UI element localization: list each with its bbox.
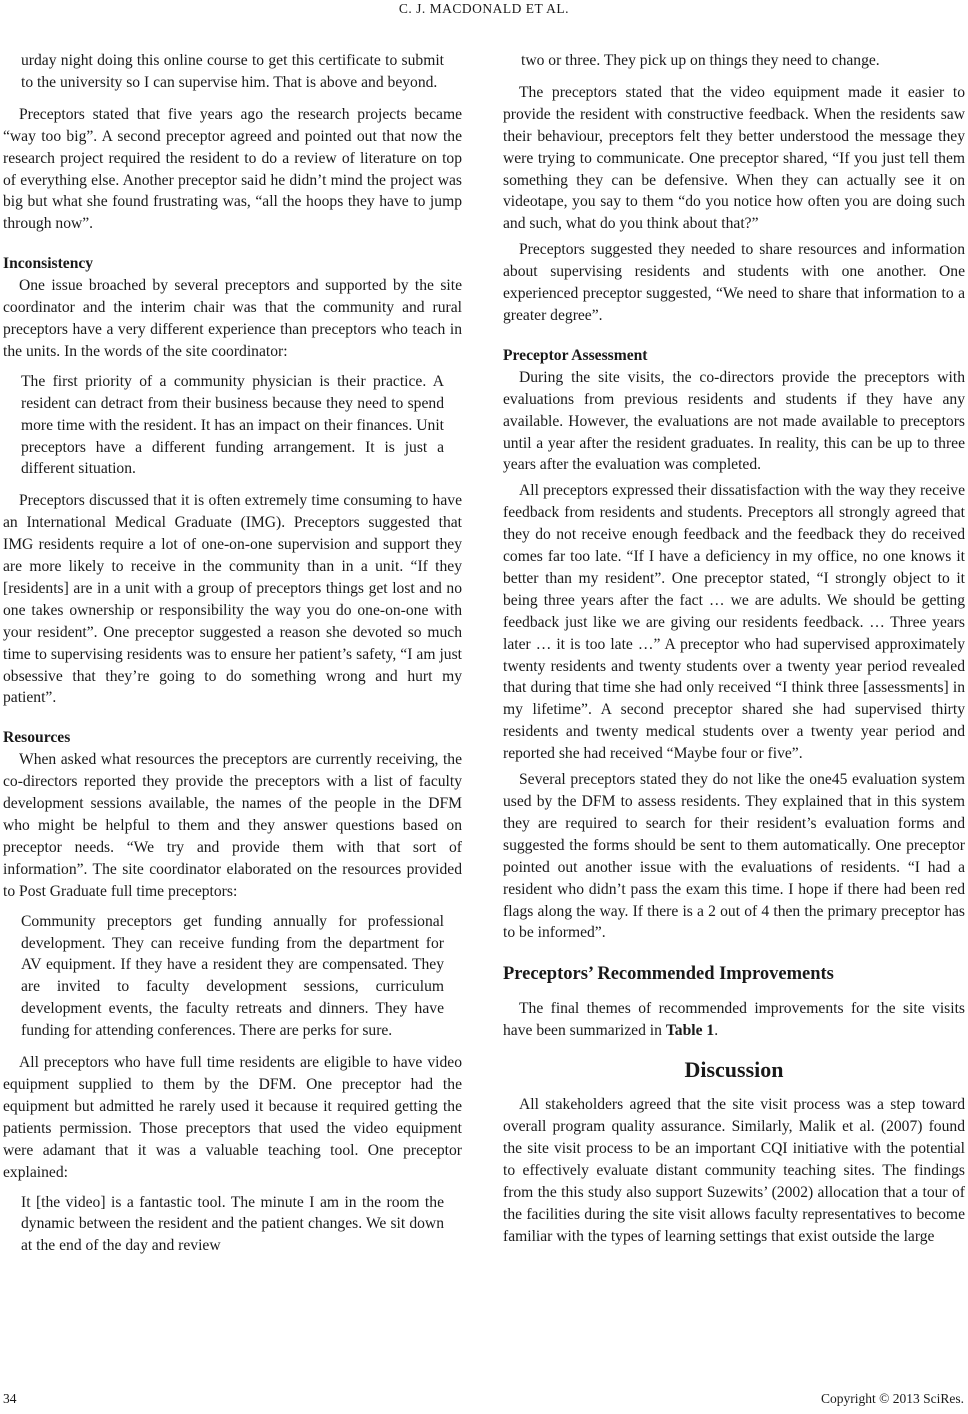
block-quote-funding: Community preceptors get funding annually for professional development. They can receive funding from the department for AV equipment. If they have a resident they are compensated. They are invited to faculty development sessions, curriculum development events, the faculty retreats and dinners. They have funding for attending conferences. There are perks for sure.	[21, 912, 444, 1040]
paragraph-video-equipment: All preceptors who have full time residents are eligible to have video equipment supplied to them by the DFM. One preceptor had the equipment but admitted he rarely used it because it required getting the patients permission. Those preceptors that used the video equipment were adamant that it was a valuable teaching tool. One preceptor explained:	[3, 1054, 462, 1181]
section-heading-improvements: Preceptors’ Recommended Improvements	[503, 964, 834, 985]
table-1-reference[interactable]: Table 1	[665, 1022, 715, 1040]
block-quote-continuation: urday night doing this online course to get this certificate to submit to the university so I can supervise him. That is above and beyond.	[21, 52, 444, 91]
running-head: C. J. MACDONALD ET AL.	[398, 1, 570, 16]
paragraph-share-resources: Preceptors suggested they needed to share resources and information about supervising residents and students with one another. One experienced preceptor suggested, “We need to share that information to a greater degree”.	[503, 241, 965, 324]
paragraph-img-residents: Preceptors discussed that it is often extremely time consuming to have an International Medical Graduate (IMG). Preceptors suggested that IMG residents require a lot of one-on-one supervision and support they are more likely to receive in the community than in a unit. “If they [residents] are in a unit with a group of preceptors things get lost and no one takes ownership or responsibility the way you do one-on-one with your resident”. One preceptor suggested a reason she devoted so much time to supervising residents was to ensure her patient’s safety, “I am just obsessive that they’re going to do something wrong and hurt my patient”.	[3, 492, 462, 707]
improvements-period: .	[714, 1022, 719, 1040]
left-column	[3, 50, 462, 1257]
section-heading-discussion: Discussion	[684, 1057, 784, 1083]
subheading-resources: Resources	[3, 729, 71, 747]
paragraph-research-projects: Preceptors stated that five years ago the research projects became “way too big”. A second preceptor agreed and pointed out that now the research project required the resident to do a review of literature on top of everything else. Another preceptor said he didn’t mind the project was big but what she found frustrating was, “all the hoops they have to jump through now”.	[3, 105, 462, 233]
page-number: 34	[3, 1391, 17, 1406]
paragraph-dissatisfaction: All preceptors expressed their dissatisfaction with the way they receive feedback from residents and students. Preceptors all strongly agreed that they do not receive enough feedback and the feedback they do received comes far too late. “If I have a deficiency in my office, no one knows it better than my resident”. One preceptor stated, “I strongly object to it being three years after the fact … we are adults. We should be getting feedback just like we are giving our residents feedback. … Three years later … it is too late …” A preceptor who had supervised approximately twenty residents and twenty students over a twenty year period revealed that during that time she had only received “I think three [assessments] in my lifetime”. A second preceptor shared she had supervised thirty residents and twenty medical students over a twenty year period and reported she had received “Maybe four or five”.	[503, 482, 965, 763]
paragraph-resources: When asked what resources the preceptors are currently receiving, the co-directors reported they provide the preceptors with a list of faculty development sessions available, the names of the people in the DFM who might be helpful to them and they answer questions based on preceptor needs. “We try and provide them with that sort of information”. The site coordinator elaborated on the resources provided to Post Graduate full time preceptors:	[3, 751, 462, 900]
subheading-preceptor-assessment: Preceptor Assessment	[503, 346, 648, 364]
block-quote-community-physician: The first priority of a community physician is their practice. A resident can detract from their business because they need to spend more time with the resident. It has an impact on their finances. Unit preceptors have a different funding arrangement. It is just a different situation.	[21, 372, 444, 478]
subheading-inconsistency: Inconsistency	[3, 255, 94, 273]
paragraph-inconsistency: One issue broached by several preceptors and supported by the site coordinator and the interim chair was that the community and rural preceptors have a very different experience than preceptors who teach in the units. In the words of the site coordinator:	[3, 277, 462, 360]
copyright-notice: Copyright © 2013 SciRes.	[820, 1391, 964, 1406]
paragraph-video-feedback: The preceptors stated that the video equipment made it easier to provide the resident with constructive feedback. When the residents saw their behaviour, preceptors felt they better understood the message they were trying to communicate. One preceptor shared, “If you just tell them something they can be defensive. When they can actually see it on videotape, you say to them “do you notice how often you are doing such and such, what do you think about that?”	[503, 83, 965, 233]
right-column	[503, 50, 965, 1248]
paragraph-improvements	[503, 998, 965, 1042]
paragraph-discussion: All stakeholders agreed that the site visit process was a step toward overall program quality assurance. Similarly, Malik et al. (2007) found the site visit process to be an important CQI initiative with the potential to effectively evaluate distant community teaching sites. The findings from the this study also support Suzewits’ (2002) allocation that a tour of the facilities during the site visit allows faculty representatives to become familiar with the types of learning settings that exist outside the large	[503, 1096, 965, 1245]
block-quote-video-continuation: two or three. They pick up on things they need to change.	[521, 52, 880, 69]
block-quote-video: It [the video] is a fantastic tool. The minute I am in the room the dynamic between the resident and the patient changes. We sit down at the end of the day and review	[21, 1193, 444, 1255]
improvements-text: The final themes of recommended improvements for the site visits have been summarized in	[503, 1000, 965, 1040]
paragraph-one45-system: Several preceptors stated they do not like the one45 evaluation system used by the DFM to assess residents. They explained that in this system they are required to search for their resident’s evaluation forms and suggested the forms should be sent to them automatically. One preceptor pointed out another issue with the evaluations of residents. “I had a resident who didn’t pass the exam this time. I hope if there had been red flags along the way. If there is a 2 out of 4 then the primary preceptor has to be informed”.	[503, 771, 965, 942]
paragraph-assessment: During the site visits, the co-directors provide the preceptors with evaluations from previous residents and students if they have any available. However, the evaluations are not made available to preceptors until a year after the resident graduates. In reality, this can be up to three years after the evaluation was completed.	[503, 368, 965, 474]
